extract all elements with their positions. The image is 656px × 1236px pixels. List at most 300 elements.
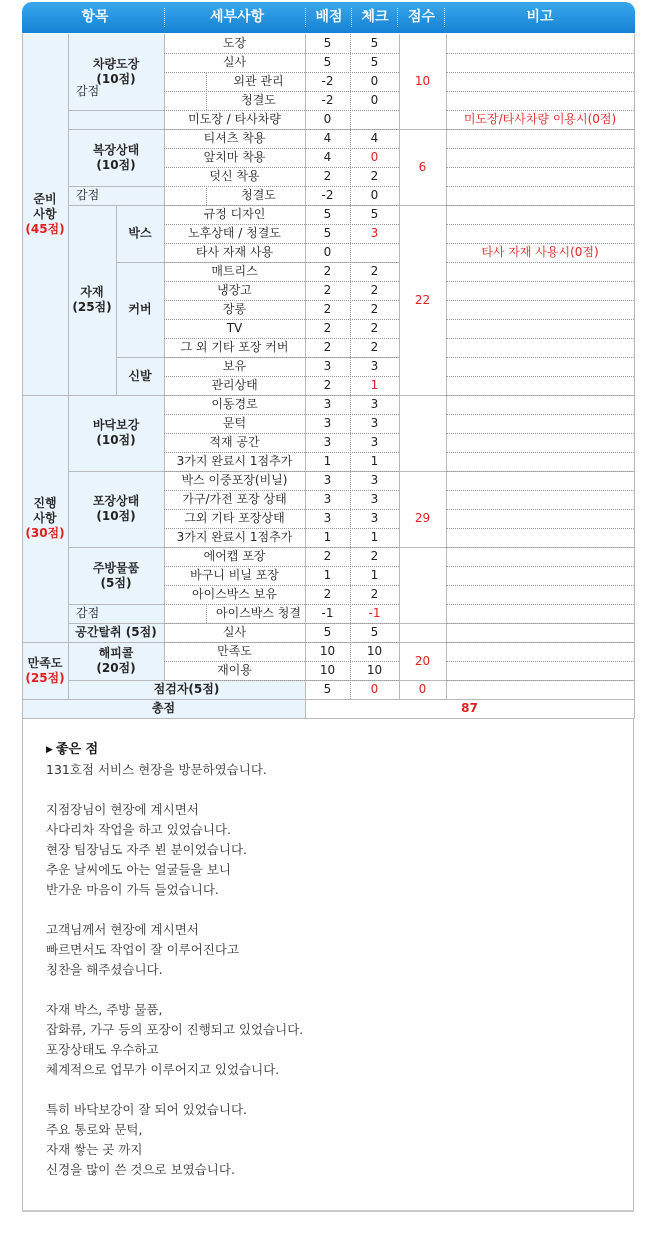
score-happy bbox=[399, 642, 446, 680]
review-line: 고객님께서 현장에 계시면서 bbox=[46, 922, 199, 937]
review-line: 칭찬을 해주셨습니다. bbox=[46, 962, 163, 977]
grid-hline bbox=[446, 91, 634, 92]
alloc-cell bbox=[305, 376, 350, 395]
grid-hline bbox=[164, 661, 399, 662]
detail-cell bbox=[164, 262, 305, 281]
remark-cell bbox=[446, 547, 634, 566]
alloc-cell bbox=[305, 338, 350, 357]
detail-text: 관리상태 bbox=[211, 378, 258, 392]
alloc-text: 4 bbox=[323, 131, 332, 145]
remark-cell bbox=[446, 528, 634, 547]
detail-text: 타사 자재 사용 bbox=[195, 245, 274, 259]
check-cell bbox=[350, 642, 399, 661]
remark-cell bbox=[446, 262, 634, 281]
check-text: 5 bbox=[370, 207, 379, 221]
alloc-cell bbox=[305, 680, 350, 699]
score-material-text: 22 bbox=[414, 292, 431, 307]
grid-hline bbox=[170, 91, 305, 92]
group-floor-text: 바닥보강 bbox=[92, 418, 140, 432]
alloc-cell bbox=[305, 91, 350, 110]
grid-hline bbox=[446, 338, 634, 339]
grid-hline bbox=[164, 547, 399, 548]
header-remark: 비고 bbox=[526, 9, 554, 25]
section-prep-text: 사항 bbox=[33, 207, 57, 221]
grid-hline bbox=[446, 414, 634, 415]
check-cell bbox=[350, 509, 399, 528]
header-score: 점수 bbox=[407, 9, 436, 25]
check-text: 1 bbox=[370, 530, 379, 544]
alloc-text: 3 bbox=[323, 492, 332, 506]
check-text: 10 bbox=[366, 663, 383, 677]
group-happy bbox=[68, 642, 164, 680]
detail-cell bbox=[164, 642, 305, 661]
grid-hline bbox=[164, 224, 399, 225]
detail-text: 3가지 완료시 1점추가 bbox=[176, 454, 293, 468]
detail-text: 보유 bbox=[222, 359, 247, 373]
alloc-cell bbox=[305, 72, 350, 91]
remark-cell bbox=[446, 661, 634, 680]
detail-cell bbox=[164, 243, 305, 262]
score-inspector-text: 0 bbox=[418, 682, 427, 696]
grid-hline bbox=[164, 262, 399, 263]
review-line: 추운 날씨에도 아는 얼굴들을 보니 bbox=[46, 862, 231, 877]
grid-hline bbox=[164, 642, 399, 643]
detail-cell bbox=[212, 604, 305, 623]
check-text: 3 bbox=[370, 416, 379, 430]
check-text: 3 bbox=[370, 435, 379, 449]
group-material bbox=[68, 205, 116, 395]
section-progress-points: (30점) bbox=[25, 526, 65, 540]
detail-text: 아이스박스 보유 bbox=[192, 587, 277, 601]
remark-cell bbox=[446, 300, 634, 319]
review-line: 잡화류, 가구 등의 포장이 진행되고 있었습니다. bbox=[46, 1022, 304, 1037]
check-text: 10 bbox=[366, 644, 383, 658]
check-text: 2 bbox=[370, 549, 379, 563]
alloc-cell bbox=[305, 471, 350, 490]
check-text: 0 bbox=[370, 93, 379, 107]
check-text: 3 bbox=[370, 492, 379, 506]
check-cell bbox=[350, 34, 399, 53]
detail-text: 냉장고 bbox=[217, 283, 252, 297]
detail-cell bbox=[212, 91, 305, 110]
alloc-cell bbox=[305, 585, 350, 604]
alloc-text: 5 bbox=[323, 207, 332, 221]
group-space bbox=[68, 623, 164, 642]
remark-cell bbox=[446, 110, 634, 129]
check-text: 5 bbox=[370, 36, 379, 50]
remark-cell bbox=[446, 452, 634, 471]
alloc-cell bbox=[305, 395, 350, 414]
group-happy-text: 해피콜 bbox=[98, 646, 134, 660]
alloc-cell bbox=[305, 642, 350, 661]
alloc-cell bbox=[305, 281, 350, 300]
check-cell bbox=[350, 186, 399, 205]
detail-text: 실사 bbox=[222, 625, 247, 639]
alloc-cell bbox=[305, 167, 350, 186]
review-line: 빠르면서도 작업이 잘 이루어진다고 bbox=[46, 942, 240, 957]
section-progress-text: 진행 bbox=[33, 496, 57, 510]
group-uniform-text: 복장상태 bbox=[92, 142, 140, 157]
check-cell bbox=[350, 357, 399, 376]
remark-cell bbox=[446, 338, 634, 357]
remark-cell bbox=[446, 72, 634, 91]
remark-cell bbox=[446, 243, 634, 262]
grid-hline bbox=[446, 110, 634, 111]
detail-text: TV bbox=[226, 321, 243, 335]
group-uniform-text: (10점) bbox=[96, 157, 136, 172]
detail-cell bbox=[164, 167, 305, 186]
detail-cell bbox=[164, 414, 305, 433]
alloc-text: 1 bbox=[323, 568, 332, 582]
score-progress-text: 29 bbox=[414, 511, 431, 525]
alloc-text: -2 bbox=[321, 93, 334, 107]
detail-text: 실사 bbox=[222, 55, 247, 69]
detail-text: 청결도 bbox=[241, 188, 276, 202]
detail-cell bbox=[164, 566, 305, 585]
detail-cell bbox=[164, 433, 305, 452]
grid-hline bbox=[164, 53, 399, 54]
grid-hline bbox=[164, 167, 399, 168]
alloc-cell bbox=[305, 452, 350, 471]
alloc-text: -1 bbox=[321, 606, 334, 620]
grid-hline bbox=[446, 490, 634, 491]
detail-cell bbox=[164, 110, 305, 129]
remark-cell bbox=[446, 623, 634, 642]
detail-cell bbox=[164, 148, 305, 167]
review-line: 지점장님이 현장에 계시면서 bbox=[46, 802, 199, 817]
detail-text: 도장 bbox=[222, 36, 247, 50]
remark-cell bbox=[446, 642, 634, 661]
group-shoe bbox=[116, 357, 164, 395]
grid-hline bbox=[446, 376, 634, 377]
check-cell bbox=[350, 53, 399, 72]
deduct-label-vehicle bbox=[68, 72, 116, 110]
detail-text: 재이용 bbox=[217, 663, 252, 677]
grid-hline bbox=[68, 186, 164, 187]
check-cell bbox=[350, 490, 399, 509]
grid-vline bbox=[350, 34, 351, 699]
grid-hline bbox=[446, 547, 634, 548]
grid-hline bbox=[164, 281, 399, 282]
check-cell bbox=[350, 167, 399, 186]
alloc-text: 2 bbox=[323, 378, 332, 392]
detail-cell bbox=[164, 129, 305, 148]
check-text: 1 bbox=[370, 378, 379, 392]
review-body bbox=[46, 760, 606, 1180]
grid-hline bbox=[164, 471, 399, 472]
alloc-text: 4 bbox=[323, 150, 332, 164]
detail-cell bbox=[212, 186, 305, 205]
review-section bbox=[46, 740, 606, 1180]
check-cell bbox=[350, 414, 399, 433]
grid-hline bbox=[446, 528, 634, 529]
grid-hline bbox=[446, 585, 634, 586]
grid-hline bbox=[446, 53, 634, 54]
grid-hline bbox=[446, 262, 634, 263]
detail-text: 매트리스 bbox=[211, 264, 258, 278]
check-cell bbox=[350, 680, 399, 699]
group-kitchen-text: 주방물품 bbox=[92, 560, 140, 575]
check-cell bbox=[350, 224, 399, 243]
detail-text: 바구니 비닐 포장 bbox=[190, 568, 279, 582]
detail-cell bbox=[164, 585, 305, 604]
check-cell bbox=[350, 205, 399, 224]
grid-hline bbox=[164, 452, 399, 453]
group-vehicle-text: 차량도장 bbox=[92, 57, 140, 71]
detail-text: 만족도 bbox=[217, 644, 252, 658]
alloc-cell bbox=[305, 661, 350, 680]
detail-text: 외관 관리 bbox=[233, 74, 284, 88]
grid-hline bbox=[164, 433, 399, 434]
alloc-cell bbox=[305, 262, 350, 281]
review-line: 자재 박스, 주방 물품, bbox=[46, 1002, 163, 1017]
grid-hline bbox=[164, 623, 399, 624]
remark-cell bbox=[446, 129, 634, 148]
detail-text: 장롱 bbox=[222, 302, 247, 316]
grid-hline bbox=[446, 300, 634, 301]
check-text: 3 bbox=[370, 359, 379, 373]
label-background bbox=[68, 110, 164, 129]
grid-hline bbox=[164, 585, 399, 586]
grid-hline bbox=[446, 148, 634, 149]
check-cell bbox=[350, 547, 399, 566]
check-text: 0 bbox=[370, 74, 379, 88]
grid-hline bbox=[164, 680, 399, 681]
check-cell bbox=[350, 148, 399, 167]
grid-vline bbox=[446, 34, 447, 699]
section-progress bbox=[22, 395, 68, 642]
check-text: 2 bbox=[370, 283, 379, 297]
detail-text: 이동경로 bbox=[211, 397, 258, 411]
grid-hline bbox=[164, 110, 399, 111]
detail-cell bbox=[164, 281, 305, 300]
alloc-cell bbox=[305, 433, 350, 452]
group-packing-text: 포장상태 bbox=[92, 494, 140, 508]
detail-text: 가구/가전 포장 상태 bbox=[182, 492, 287, 506]
review-title bbox=[46, 740, 606, 760]
alloc-cell bbox=[305, 509, 350, 528]
group-floor bbox=[68, 395, 164, 471]
remark-cell bbox=[446, 433, 634, 452]
alloc-cell bbox=[305, 414, 350, 433]
detail-text: 그외 기타 포장상태 bbox=[184, 511, 285, 525]
alloc-cell bbox=[305, 604, 350, 623]
check-text: 2 bbox=[370, 169, 379, 183]
check-cell bbox=[350, 110, 399, 129]
alloc-text: 2 bbox=[323, 302, 332, 316]
group-material-text: (25점) bbox=[72, 300, 112, 314]
group-shoe-text: 신발 bbox=[128, 368, 152, 383]
table-header bbox=[22, 2, 635, 33]
alloc-text: 5 bbox=[323, 36, 332, 50]
score-vehicle-text: 10 bbox=[414, 74, 431, 88]
grid-vline bbox=[22, 34, 23, 718]
alloc-text: 5 bbox=[323, 625, 332, 639]
remark-cell bbox=[446, 376, 634, 395]
deduct-label-uniform bbox=[68, 186, 116, 205]
group-kitchen-text: (5점) bbox=[100, 575, 132, 590]
grid-hline bbox=[446, 604, 634, 605]
detail-cell bbox=[164, 490, 305, 509]
group-vehicle-text: (10점) bbox=[96, 72, 136, 86]
check-cell bbox=[350, 471, 399, 490]
remark-cell bbox=[446, 319, 634, 338]
detail-text: 적재 공간 bbox=[209, 435, 260, 449]
alloc-text: 2 bbox=[323, 169, 332, 183]
check-cell bbox=[350, 129, 399, 148]
deduct-label-kitchen bbox=[68, 604, 116, 623]
remark-cell bbox=[446, 566, 634, 585]
detail-cell bbox=[164, 661, 305, 680]
detail-cell bbox=[164, 34, 305, 53]
section-satisfaction-text: 만족도 bbox=[27, 655, 63, 670]
alloc-text: 2 bbox=[323, 549, 332, 563]
total-label-text: 총점 bbox=[151, 701, 176, 715]
score-progress bbox=[399, 395, 446, 642]
grid-hline bbox=[446, 471, 634, 472]
grid-vline bbox=[634, 34, 635, 718]
grid-hline bbox=[164, 338, 399, 339]
remark-cell bbox=[446, 509, 634, 528]
check-text: 0 bbox=[370, 188, 379, 202]
grid-hline bbox=[164, 186, 399, 187]
alloc-text: 3 bbox=[323, 397, 332, 411]
grid-hline bbox=[446, 661, 634, 662]
check-cell bbox=[350, 91, 399, 110]
grid-hline bbox=[164, 414, 399, 415]
review-line: 체계적으로 업무가 이루어지고 있었습니다. bbox=[46, 1062, 280, 1077]
group-material-text: 자재 bbox=[80, 285, 104, 299]
check-text: 5 bbox=[370, 625, 379, 639]
check-cell bbox=[350, 623, 399, 642]
check-text: 1 bbox=[370, 454, 379, 468]
alloc-text: -2 bbox=[321, 74, 334, 88]
section-progress-text: 사항 bbox=[33, 511, 57, 525]
group-packing-text: (10점) bbox=[96, 509, 136, 523]
group-floor-text: (10점) bbox=[96, 433, 136, 447]
section-prep-text: 준비 bbox=[33, 192, 57, 206]
check-text: 3 bbox=[370, 511, 379, 525]
grid-vline bbox=[206, 604, 207, 623]
review-line: 현장 팀장님도 자주 뵌 분이었습니다. bbox=[46, 842, 247, 857]
grid-hline bbox=[446, 642, 634, 643]
group-cover-text: 커버 bbox=[128, 302, 152, 316]
grid-hline bbox=[164, 243, 399, 244]
detail-cell bbox=[164, 338, 305, 357]
detail-cell bbox=[164, 452, 305, 471]
remark-cell bbox=[446, 34, 634, 53]
check-text: 0 bbox=[370, 150, 379, 164]
detail-cell bbox=[164, 509, 305, 528]
remark-cell bbox=[446, 357, 634, 376]
alloc-text: -2 bbox=[321, 188, 334, 202]
remark-cell bbox=[446, 186, 634, 205]
review-line bbox=[46, 980, 606, 1000]
review-line bbox=[46, 780, 606, 800]
review-title-text: 좋은 점 bbox=[55, 742, 99, 757]
remark-cell bbox=[446, 414, 634, 433]
grid-hline bbox=[446, 395, 634, 396]
detail-text: 덧신 착용 bbox=[209, 169, 260, 183]
check-cell bbox=[350, 433, 399, 452]
detail-text: 아이스박스 청결 bbox=[216, 606, 301, 620]
review-line bbox=[46, 900, 606, 920]
check-cell bbox=[350, 300, 399, 319]
check-text: 3 bbox=[370, 473, 379, 487]
remark-cell bbox=[446, 91, 634, 110]
check-text: 0 bbox=[370, 682, 379, 696]
alloc-text: 2 bbox=[323, 340, 332, 354]
alloc-cell bbox=[305, 224, 350, 243]
grid-hline bbox=[164, 566, 399, 567]
check-text: 3 bbox=[370, 397, 379, 411]
check-cell bbox=[350, 243, 399, 262]
group-box-text: 박스 bbox=[128, 226, 152, 240]
grid-hline bbox=[164, 357, 399, 358]
deduct-label-kitchen-text: 감점 bbox=[76, 606, 100, 620]
deduct-label-vehicle-text: 감점 bbox=[76, 83, 100, 98]
alloc-cell bbox=[305, 300, 350, 319]
alloc-cell bbox=[305, 528, 350, 547]
section-prep bbox=[22, 34, 68, 395]
grid-hline bbox=[164, 300, 399, 301]
detail-cell bbox=[164, 528, 305, 547]
grid-hline bbox=[22, 699, 634, 700]
alloc-text: 0 bbox=[323, 112, 332, 126]
alloc-text: 0 bbox=[323, 245, 332, 259]
detail-text: 문턱 bbox=[222, 416, 247, 430]
remark-cell bbox=[446, 281, 634, 300]
detail-cell bbox=[164, 205, 305, 224]
alloc-cell bbox=[305, 129, 350, 148]
deduct-label-uniform-text: 감점 bbox=[76, 188, 100, 202]
grid-hline bbox=[68, 110, 164, 111]
grid-hline bbox=[22, 718, 634, 719]
grid-hline bbox=[446, 623, 634, 624]
grid-hline bbox=[446, 224, 634, 225]
detail-text: 그 외 기타 포장 커버 bbox=[180, 340, 289, 354]
check-text: 2 bbox=[370, 340, 379, 354]
alloc-cell bbox=[305, 53, 350, 72]
check-cell bbox=[350, 661, 399, 680]
check-cell bbox=[350, 566, 399, 585]
check-text: 5 bbox=[370, 55, 379, 69]
grid-hline bbox=[68, 604, 164, 605]
alloc-text: 1 bbox=[323, 530, 332, 544]
review-line: 131호점 서비스 현장을 방문하였습니다. bbox=[46, 762, 267, 777]
check-cell bbox=[350, 319, 399, 338]
check-cell bbox=[350, 376, 399, 395]
header-check: 체크 bbox=[361, 9, 389, 25]
grid-hline bbox=[164, 604, 399, 605]
check-cell bbox=[350, 281, 399, 300]
grid-vline bbox=[116, 205, 117, 395]
group-uniform bbox=[68, 129, 164, 186]
grid-vline bbox=[399, 34, 400, 699]
alloc-text: 3 bbox=[323, 435, 332, 449]
review-line: 신경을 많이 쓴 것으로 보였습니다. bbox=[46, 1162, 235, 1177]
alloc-text: 10 bbox=[319, 663, 336, 677]
grid-hline bbox=[164, 319, 399, 320]
section-prep-points: (45점) bbox=[25, 222, 65, 236]
check-cell bbox=[350, 585, 399, 604]
grid-hline bbox=[446, 72, 634, 73]
remark-cell bbox=[446, 205, 634, 224]
detail-text: 3가지 완료시 1점추가 bbox=[176, 530, 293, 544]
grid-vline bbox=[206, 186, 207, 205]
grid-hline bbox=[446, 433, 634, 434]
check-cell bbox=[350, 452, 399, 471]
